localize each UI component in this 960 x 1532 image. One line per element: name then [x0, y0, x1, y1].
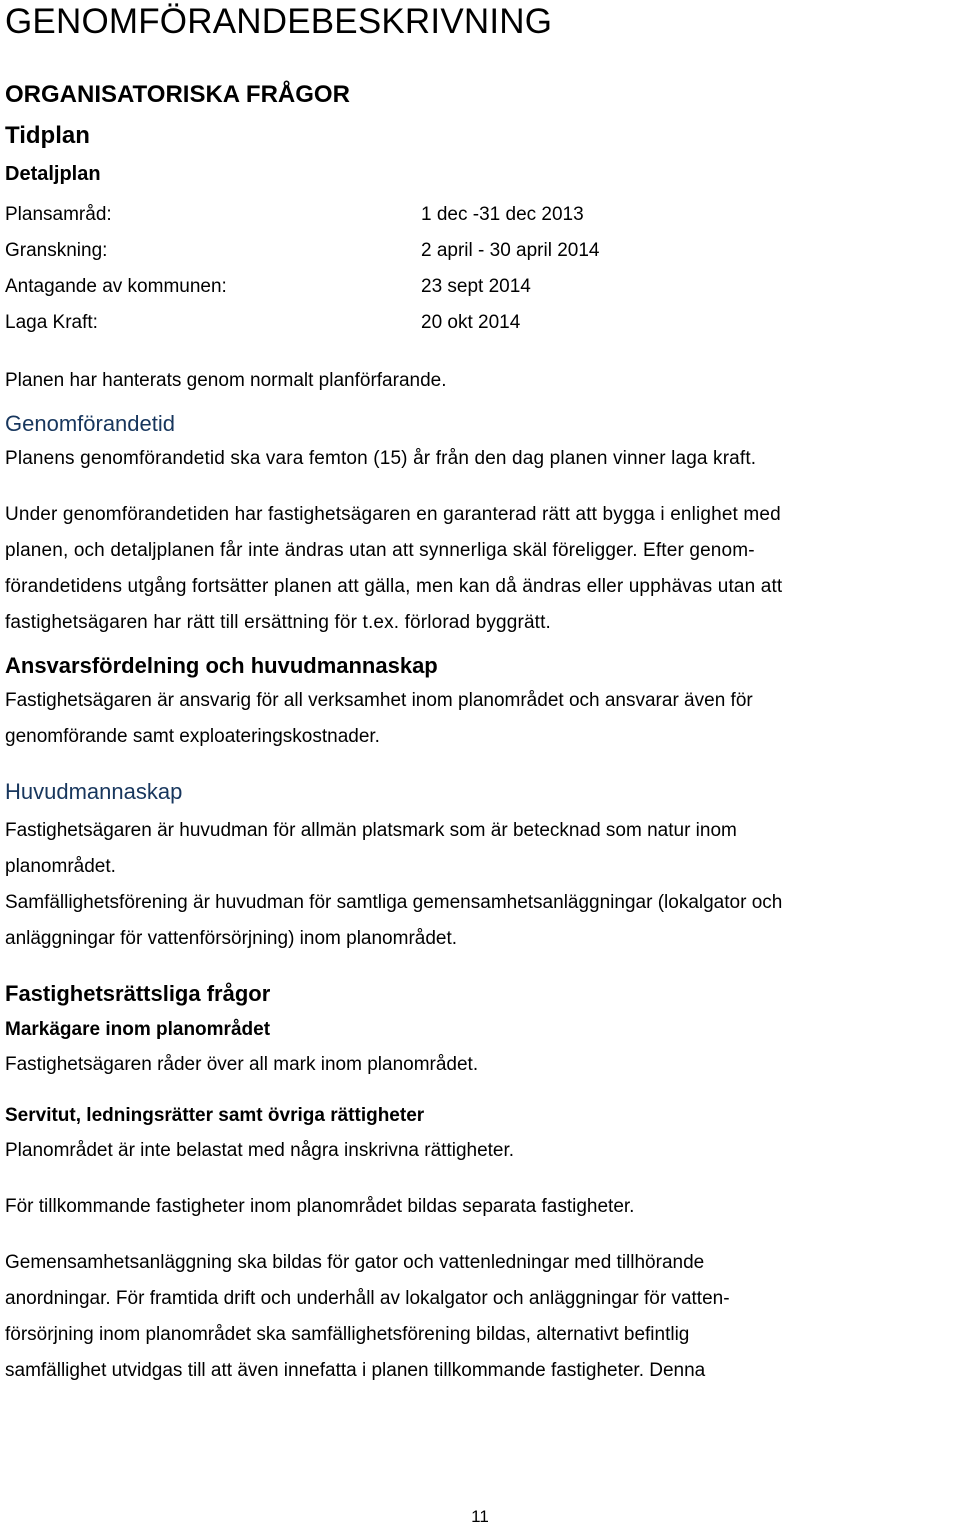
text-line: Fastighetsägaren är ansvarig för all verksamhet inom planområdet och ansvarar även för: [5, 690, 753, 711]
schedule-label: Plansamråd:: [5, 204, 112, 225]
text-line: planen, och detaljplanen får inte ändras utan att synnerliga skäl föreligger. Efter genom-: [5, 540, 755, 561]
schedule-row: [5, 197, 955, 233]
tillkommande-text: För tillkommande fastigheter inom planområdet bildas separata fastigheter.: [5, 1196, 635, 1217]
schedule-label: Antagande av kommunen:: [5, 276, 227, 297]
text-line: Samfällighetsförening är huvudman för samtliga gemensamhetsanläggningar (lokalgator och: [5, 892, 783, 913]
text-line: förandetidens utgång fortsätter planen att gälla, men kan då ändras eller upphävas utan att: [5, 576, 783, 597]
schedule-value: 20 okt 2014: [421, 312, 521, 333]
page-number: 11: [471, 1507, 489, 1526]
text-line: samfällighet utvidgas till att även innefatta i planen tillkommande fastigheter. Denna: [5, 1360, 706, 1381]
schedule-row: [5, 305, 955, 341]
huvudmannaskap-paragraph-1: [5, 813, 955, 885]
text-line: genomförande samt exploateringskostnader.: [5, 726, 380, 747]
markagare-text: Fastighetsägaren råder över all mark inom planområdet.: [5, 1054, 479, 1075]
ansvar-heading: Ansvarsfördelning och huvudmannaskap: [5, 653, 438, 678]
huvudmannaskap-heading: Huvudmannaskap: [5, 779, 183, 804]
gemensamhetsanlaggning-paragraph: [5, 1245, 955, 1389]
ansvar-paragraph: [5, 683, 955, 755]
genomforandetid-paragraph-2: [5, 497, 955, 641]
text-line: anläggningar för vattenförsörjning) inom planområdet.: [5, 928, 458, 949]
subsection-title: Tidplan: [5, 122, 90, 149]
schedule-row: [5, 269, 955, 305]
genomforandetid-heading: Genomförandetid: [5, 411, 175, 436]
schedule-label: Laga Kraft:: [5, 312, 98, 333]
schedule-value: 2 april - 30 april 2014: [421, 240, 600, 261]
detaljplan-heading: Detaljplan: [5, 163, 101, 185]
servitut-text: Planområdet är inte belastat med några inskrivna rättigheter.: [5, 1140, 515, 1161]
schedule-value: 1 dec -31 dec 2013: [421, 204, 584, 225]
text-line: anordningar. För framtida drift och underhåll av lokalgator och anläggningar för vatten-: [5, 1288, 730, 1309]
markagare-heading: Markägare inom planområdet: [5, 1019, 271, 1040]
schedule-table: [5, 197, 955, 341]
section-title: ORGANISATORISKA FRÅGOR: [5, 81, 350, 108]
text-line: Fastighetsägaren är huvudman för allmän platsmark som är betecknad som natur inom: [5, 820, 737, 841]
document-title: GENOMFÖRANDEBESKRIVNING: [5, 2, 553, 41]
text-line: planområdet.: [5, 856, 116, 877]
genomforandetid-paragraph-1: Planens genomförandetid ska vara femton (15) år från den dag planen vinner laga kraft.: [5, 448, 757, 469]
text-line: fastighetsägaren har rätt till ersättning för t.ex. förlorad byggrätt.: [5, 612, 551, 633]
schedule-label: Granskning:: [5, 240, 108, 261]
fastighetsrattsliga-heading: Fastighetsrättsliga frågor: [5, 981, 271, 1006]
text-line: Under genomförandetiden har fastighetsägaren en garanterad rätt att bygga i enlighet med: [5, 504, 781, 525]
huvudmannaskap-paragraph-2: [5, 885, 955, 957]
text-line: Gemensamhetsanläggning ska bildas för gator och vattenledningar med tillhörande: [5, 1252, 705, 1273]
text-line: försörjning inom planområdet ska samfällighetsförening bildas, alternativt befintlig: [5, 1324, 690, 1345]
servitut-heading: Servitut, ledningsrätter samt övriga rättigheter: [5, 1105, 425, 1126]
schedule-row: [5, 233, 955, 269]
planforfarande-text: Planen har hanterats genom normalt planförfarande.: [5, 370, 447, 391]
schedule-value: 23 sept 2014: [421, 276, 531, 297]
document-page: [5, 0, 955, 1528]
